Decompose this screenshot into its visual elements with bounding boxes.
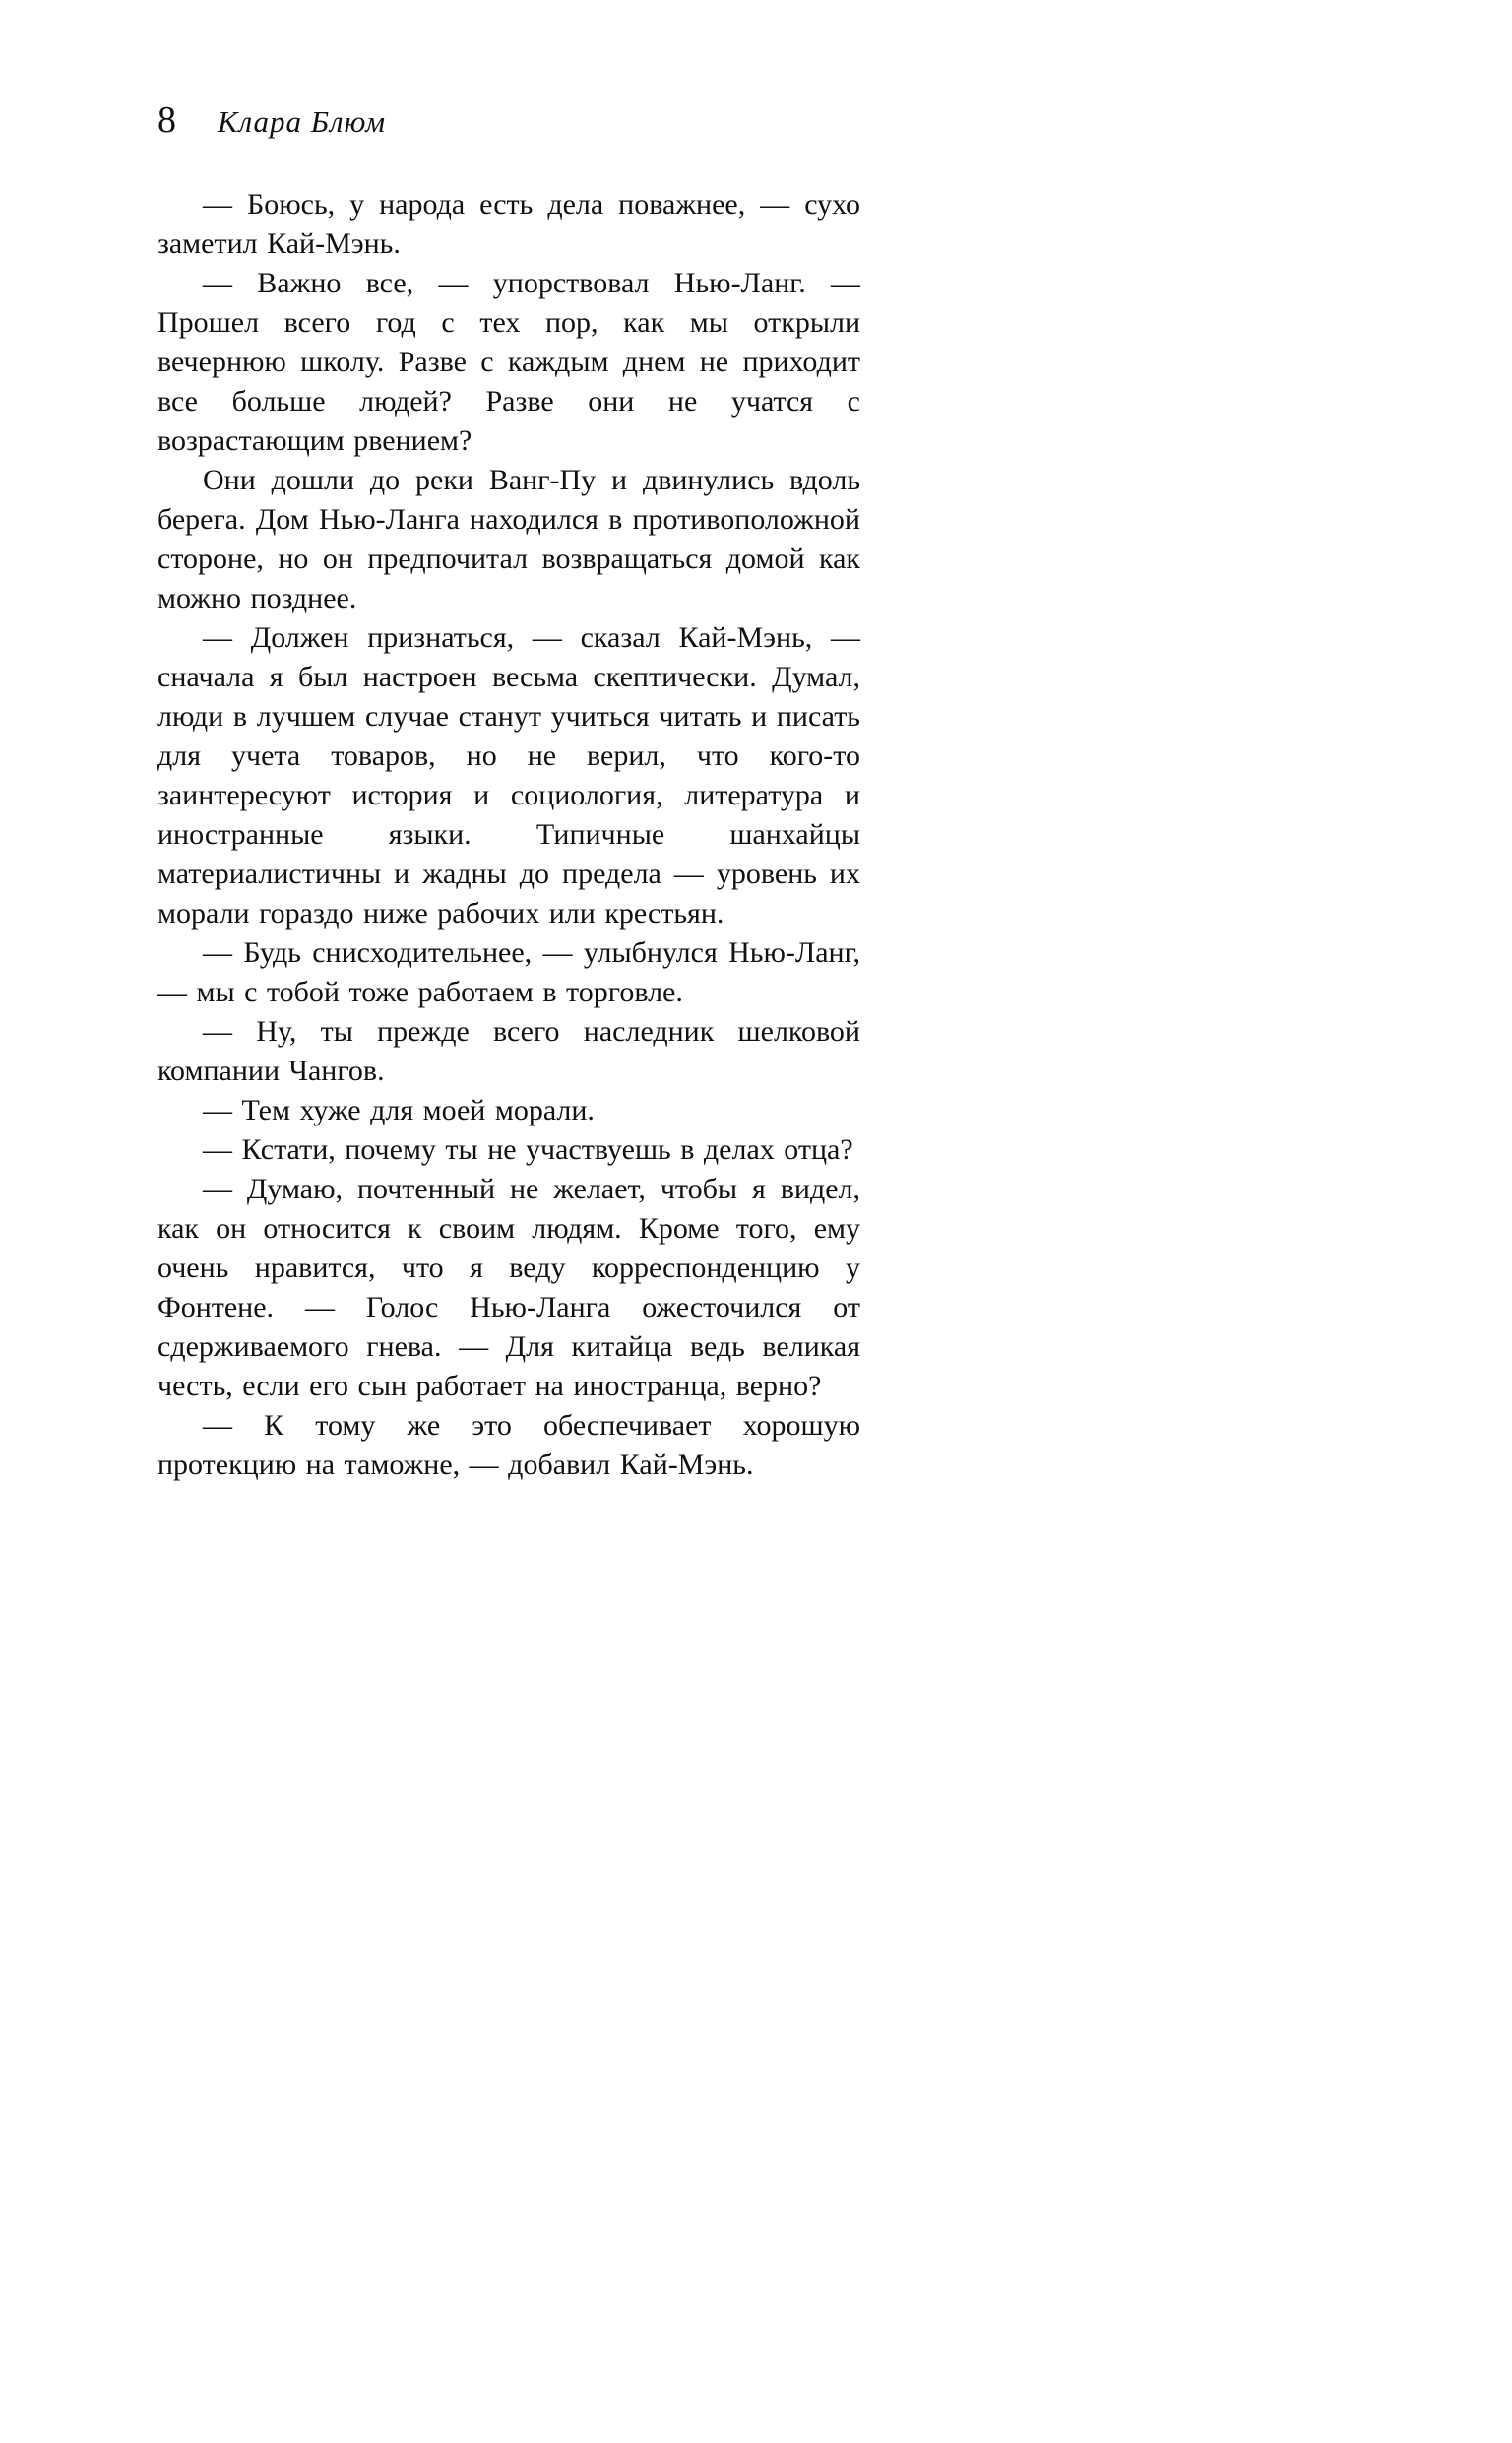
paragraph: — Ну, ты прежде всего наследник шелковой компании Чангов. <box>158 1015 860 1087</box>
paragraph: Они дошли до реки Ванг-Пу и двинулись вдоль берега. Дом Нью-Ланга находился в противоположной стороне, но он предпочитал возвращаться домой как можно позднее. <box>158 464 860 614</box>
running-title: Клара Блюм <box>218 104 386 139</box>
page-number: 8 <box>158 99 176 141</box>
paragraph: — Боюсь, у народа есть дела поважнее, — сухо заметил Кай-Мэнь. <box>158 188 860 260</box>
paragraph: — Важно все, — упорствовал Нью-Ланг. — Прошел всего год с тех пор, как мы открыли вечернюю школу. Разве с каждым днем не приходит все больше людей? Разве они не учатся с возрастающим рвением? <box>158 267 860 457</box>
paragraph: — Тем хуже для моей морали. <box>203 1094 595 1126</box>
paragraph: — Должен признаться, — сказал Кай-Мэнь, — сначала я был настроен весьма скептически. Думал, люди в лучшем случае станут учиться читать и писать для учета товаров, но не верил, что кого-то заинтересуют история и социология, литература и иностранные языки. Типичные шанхайцы материалистичны и жадны до предела — уровень их морали гораздо ниже рабочих или крестьян. <box>158 621 860 930</box>
paragraph: — Будь снисходительнее, — улыбнулся Нью-Ланг, — мы с тобой тоже работаем в торговле. <box>158 936 860 1008</box>
running-header <box>158 98 860 142</box>
page-content <box>158 98 860 1485</box>
paragraph: — Кстати, почему ты не участвуешь в делах отца? <box>203 1133 853 1166</box>
paragraph: — К тому же это обеспечивает хорошую протекцию на таможне, — добавил Кай-Мэнь. <box>158 1409 860 1481</box>
page-text <box>158 185 860 1485</box>
paragraph: — Думаю, почтенный не желает, чтобы я видел, как он относится к своим людям. Кроме того, ему очень нравится, что я веду корреспонденцию у Фонтене. — Голос Нью-Ланга ожесточился от сдерживаемого гнева. — Для китайца ведь великая честь, если его сын работает на иностранца, верно? <box>158 1173 860 1402</box>
